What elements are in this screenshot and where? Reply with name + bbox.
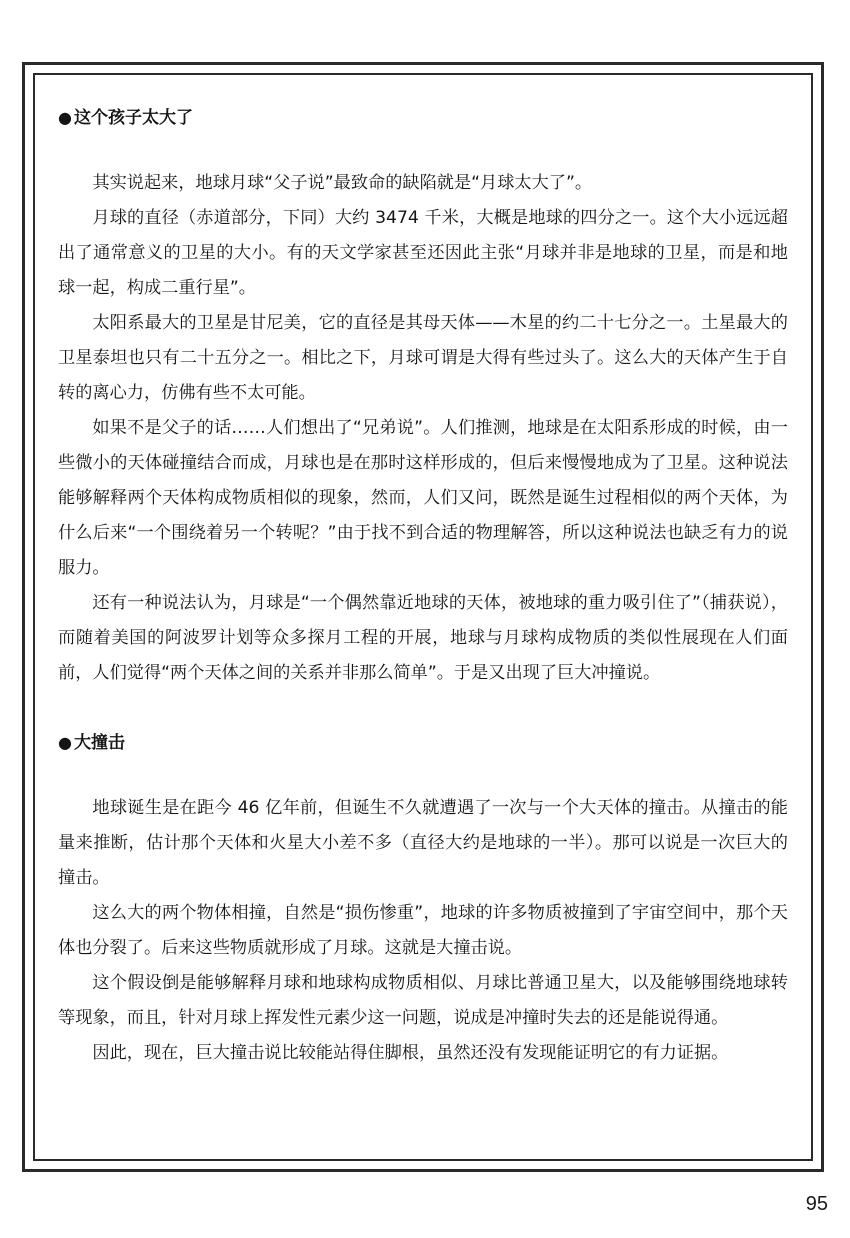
paragraph: 月球的直径（赤道部分，下同）大约 3474 千米，大概是地球的四分之一。这个大小远远超出了通常意义的卫星的大小。有的天文学家甚至还因此主张“月球并非是地球的卫星，而是和地球一起，构成二重行星”。	[58, 208, 788, 298]
paragraph: 如果不是父子的话……人们想出了“兄弟说”。人们推测，地球是在太阳系形成的时候，由一些微小的天体碰撞结合而成，月球也是在那时这样形成的，但后来慢慢地成为了卫星。这种说法能够解释两个天体构成物质相似的现象，然而，人们又问，既然是诞生过程相似的两个天体，为什么后来“一个围绕着另一个转呢？”由于找不到合适的物理解答，所以这种说法也缺乏有力的说服力。	[58, 418, 788, 578]
article-body	[58, 100, 788, 1071]
section-heading-text: 这个孩子太大了	[73, 108, 193, 128]
paragraph: 这么大的两个物体相撞，自然是“损伤惨重”，地球的许多物质被撞到了宇宙空间中，那个天体也分裂了。后来这些物质就形成了月球。这就是大撞击说。	[58, 903, 788, 958]
paragraph: 其实说起来，地球月球“父子说”最致命的缺陷就是“月球太大了”。	[92, 173, 593, 193]
page-number: 95	[805, 1193, 828, 1215]
section-heading-text: 大撞击	[73, 733, 125, 753]
bullet-icon: ●	[58, 108, 72, 127]
bullet-icon: ●	[58, 733, 72, 752]
section-heading-2	[58, 731, 788, 755]
paragraph: 还有一种说法认为，月球是“一个偶然靠近地球的天体，被地球的重力吸引住了”（捕获说），而随着美国的阿波罗计划等众多探月工程的开展，地球与月球构成物质的类似性展现在人们面前，人们觉得“两个天体之间的关系并非那么简单”。于是又出现了巨大冲撞说。	[58, 593, 788, 683]
paragraph: 地球诞生是在距今 46 亿年前，但诞生不久就遭遇了一次与一个大天体的撞击。从撞击的能量来推断，估计那个天体和火星大小差不多（直径大约是地球的一半）。那可以说是一次巨大的撞击。	[58, 798, 788, 888]
section-heading-1	[58, 106, 788, 130]
paragraph: 因此，现在，巨大撞击说比较能站得住脚根，虽然还没有发现能证明它的有力证据。	[92, 1043, 729, 1063]
paragraph: 太阳系最大的卫星是甘尼美，它的直径是其母天体——木星的约二十七分之一。土星最大的卫星泰坦也只有二十五分之一。相比之下，月球可谓是大得有些过头了。这么大的天体产生于自转的离心力，仿佛有些不太可能。	[58, 313, 788, 403]
paragraph: 这个假设倒是能够解释月球和地球构成物质相似、月球比普通卫星大，以及能够围绕地球转等现象，而且，针对月球上挥发性元素少这一问题，说成是冲撞时失去的还是能说得通。	[58, 973, 788, 1028]
